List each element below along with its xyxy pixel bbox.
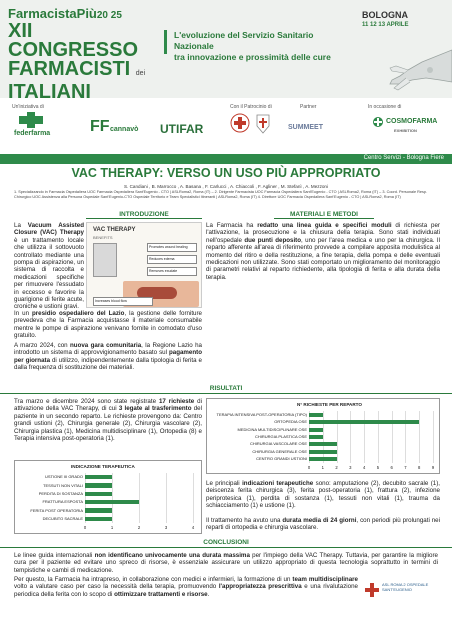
x-tick-label: 5 [376,465,380,470]
label-patronage: Con il Patrocinio di [230,104,272,110]
x-tick-label: 4 [362,465,366,470]
x-tick-label: 1 [110,525,114,530]
bar [85,483,112,488]
congress-tagline [174,30,354,63]
bar [309,442,337,446]
gridline [139,473,140,523]
bar [309,420,419,424]
chart-requests-per-department [206,398,440,474]
gridline [392,411,393,463]
section-heading-conclusions: CONCLUSIONI [190,539,262,546]
patronage-shield-icon [256,114,270,134]
category-label: USTIONE III GRADO [44,474,83,480]
logo-federfarma: federfarma [14,130,51,137]
gridline [85,473,86,523]
category-label: PERDITA DI SOSTANZA [38,490,83,496]
x-tick-label: 0 [307,465,311,470]
gridline [337,411,338,463]
gridline [112,473,113,523]
federfarma-cross-icon [18,112,44,128]
figure-subtitle: BENEFITS [93,235,113,240]
location-bar [0,154,452,164]
logo-utifar: UTIFAR [160,122,204,136]
gridline [350,411,351,463]
x-tick-label: 2 [137,525,141,530]
label-occasion: In occasione di [368,104,402,110]
brand-logo [8,6,122,21]
gridline [433,411,434,463]
gridline [193,473,194,523]
bar [309,428,323,432]
bar [309,457,337,461]
results-paragraph-2: Le principali indicazioni terapeutiche sono: amputazione (2), decubito sacrale (1), deiscenza ferita chirurgica (3), ferita post-operatoria (1), frattura (2), infezione periprotesica (1), perdita di sostanza (1), tessuti non vitali (1), trauma da schiacciamento (1) e ustione (1). [206,480,440,510]
results-heading-bar [0,386,452,394]
tagline-line-2: tra innovazione e prossimità delle cure [174,52,331,62]
event-city: BOLOGNA [362,10,408,20]
conclusions-paragraph-1: Le linee guida internazionali non identificano univocamente una durata massima per l'impiego della VAC Therapy. Tuttavia, per garantire la migliore cura per il paziente ed evitare uno spreco di risorse, è essenziale assicurare un utilizzo appropriato di questa tecnologia soprattutto in termini di tempistiche e cambi di medicazione. [14,552,438,574]
logo-cosmofarma-sub: EXHIBITION [394,128,417,133]
bar [85,517,112,522]
figure-label-4: Increases blood flow [93,297,153,306]
intro-paragraph-1: La Vacuum Assisted Closure (VAC) Therapy è un trattamento locale che utilizza il sottovuoto controllato mediante una pompa di aspirazione, un sistema di raccolta e medicazioni specifiche per rimuovere l'essudato in eccesso e favorire la guarigione di ferite acute, croniche e ustioni gravi. [14,222,84,311]
brand-name: FarmacistaPiù [8,6,97,21]
vac-benefits-figure [86,222,202,308]
gridline [378,411,379,463]
gridline [364,411,365,463]
x-tick-label: 3 [164,525,168,530]
tagline-line-1: L'evoluzione del Servizio Sanitario Nazionale [174,30,314,51]
paper-affiliations: 1. Specializzando in Farmacia Ospedaliera UOC Farmacia Ospedaliera Sant'Eugenio - CTO | ASLRoma2, Roma (IT) – 2. Dirigente Farmacista UOC Farmacia Ospedaliera Sant'Eugenio - CTO | ASLRoma2, Roma (IT) – 3. Coord. Personale Resp. Chirurgico UOC Assistenza alla Persona Ospedale Sant'Eugenio-CTO Ospedale Territorio e Team Specialistici Itineranti | ASLRoma2, Roma (IT) 4. Direttore UOC Farmacia Ospedaliera Sant'Eugenio - CTO | ASLRoma2, Roma (IT) [14,190,428,199]
bar [85,475,112,480]
intro-paragraph-2: In un presidio ospedaliero del Lazio, la gestione delle forniture prevedeva che la Farmacia acquistasse il materiale consumabile mentre le pompe di aspirazione venivano fornite in comodato d'uso gratuito. [14,310,202,340]
hospital-cross-icon [364,582,380,598]
x-tick-label: 6 [390,465,393,470]
congress-header [0,0,452,98]
conclusions-paragraph-2: Per questo, la Farmacia ha intrapreso, in collaborazione con medici e infermieri, la formazione di un team multidisciplinare volto a valutare caso per caso la necessità della terapia, promuovendo l'appropriatezza prescrittiva e una rivalutazione periodica della ferita con lo scopo di ottimizzare trattamenti e risorse. [14,576,358,598]
location-text: Centro Servizi - Bologna Fiere [363,155,444,161]
patronage-seal-icon [230,112,250,134]
congress-title [8,22,168,98]
x-tick-label: 7 [404,465,407,470]
congress-line-3: ITALIANI [8,81,91,98]
category-label: CHIRURGIA VASCOLARE OSE [249,441,307,447]
methods-paragraph: La Farmacia ha redatto una linea guida e specifici moduli di richiesta per l'attivazione, la prosecuzione e la chiusura della terapia. Sono stati individuati nell'ospedale due punti deposito, uno per l'area medica e uno per la chirurgica. Il reparto afferente all'area di riferimento provvede a compilare apposita modulistica al momento del ritiro e della restituzione, a fine terapia, della pompa e delle eventuali medicazioni non utilizzate. Sono stati comportato un miglioramento del monitoraggio di parametri relativi al reparto richiedente, alla tipologia di ferita e alla durata della terapia. [206,222,440,281]
robot-hand-illustration [382,40,452,98]
category-label: MEDICINA MULTIDISCIPLINARE OSE [237,426,307,432]
figure-label-2: Reduces edema [147,255,197,264]
conclusions-heading-bar [0,540,452,548]
x-tick-label: 2 [335,465,338,470]
hospital-logo [362,580,442,602]
x-tick-label: 0 [83,525,87,530]
gridline [419,411,420,463]
congress-line-1: XII CONGRESSO [8,20,139,61]
label-initiative: Un'iniziativa di [12,104,44,110]
gridline [323,411,324,463]
bar [309,435,323,439]
intro-paragraph-3: A marzo 2024, con nuova gara comunitaria, la Regione Lazio ha introdotto un sistema di approvvigionamento basato sul pagamento per giornata di utilizzo, indipendentemente dalla tipologia di ferita e dalla frequenza di sostituzione dei materiali. [14,342,203,372]
results-paragraph-3: Il trattamento ha avuto una durata media di 24 giorni, con periodi più prolungati nei reparti di ortopedia e chirurgia vascolare. [206,517,440,532]
category-label: FRATTURA ESPOSTA [42,499,83,505]
logo-cosmofarma: COSMOFARMA [386,118,438,125]
bar [85,500,139,505]
hospital-name: ASL ROMA 2 OSPEDALE SANT'EUGENIO [382,582,429,592]
figure-label-3: Removes exudate [147,267,197,276]
category-label: DECUBITO SACRALE [42,515,83,521]
chart-title: N° RICHIESTE PER REPARTO [297,402,362,407]
x-tick-label: 1 [321,465,324,470]
category-label: FERITA POST OPERATORIA [30,507,83,513]
section-heading-intro: INTRODUZIONE [86,211,202,219]
x-tick-label: 9 [431,465,435,470]
congress-line-2: FARMACISTI dei [8,58,146,80]
bar [85,508,112,513]
results-paragraph-1: Tra marzo e dicembre 2024 sono state registrate 17 richieste di attivazione della VAC Therapy, di cui 3 legate al trasferimento del paziente in un secondo reparto. Le richieste provengono da: Centro grandi ustioni (2), Chirurgia generale (2), Chirurgia vascolare (2), Chirurgia plastica (1), Medicina multidisciplinare (1), Ortopedia (8) e Terapia intensiva post-operatoria (1). [14,398,202,443]
event-dates: 11 12 13 APRILE [362,22,409,28]
category-label: TERAPIA INTENSIVA POST-OPERATORIA (TIPO) [216,411,307,417]
logo-ff: FF [90,118,110,135]
section-heading-methods: MATERIALI E METODI [274,211,374,219]
gridline [166,473,167,523]
label-partner: Partner [300,104,317,110]
category-label: CENTRO GRANDI USTIONI [256,456,307,462]
x-tick-label: 4 [191,525,195,530]
paper-title: VAC THERAPY: VERSO UN USO PIÙ APPROPRIATO [71,166,381,180]
x-tick-label: 8 [418,465,421,470]
chart-therapeutic-indication [14,460,202,534]
divider-bar [164,30,170,54]
bar [309,413,323,417]
category-label: TESSUTI NON VITALI [43,482,83,488]
chart-title: INDICAZIONE TERAPEUTICA [71,464,135,469]
x-tick-label: 3 [349,465,352,470]
category-label: CHIRURGIA PLASTICA OSE [254,434,307,439]
paper-authors: S. Candiani , B. Marrocco , A. Basana , F. Carlucci , A. Chiaccoli , F. Agliner , M. Stefanì , A. Mezzoni [124,184,328,189]
figure-label-1: Promotes wound healing [147,243,197,252]
gridline [405,411,406,463]
category-label: CHIRURGIA GENERALE OSE [252,448,307,454]
bar [309,450,337,454]
logo-summeet: SUMMEET [288,124,323,131]
brand-year: 20 25 [96,10,122,21]
vac-pump-device [93,243,117,277]
partners-strip [0,98,452,154]
category-label: ORTOPEDIA OSE [274,419,307,425]
bar [85,492,112,497]
section-heading-results: RISULTATI [200,385,252,392]
figure-title: VAC THERAPY [93,227,136,233]
cosmofarma-icon [372,116,384,128]
logo-ff-sub: cannavò [110,126,139,133]
